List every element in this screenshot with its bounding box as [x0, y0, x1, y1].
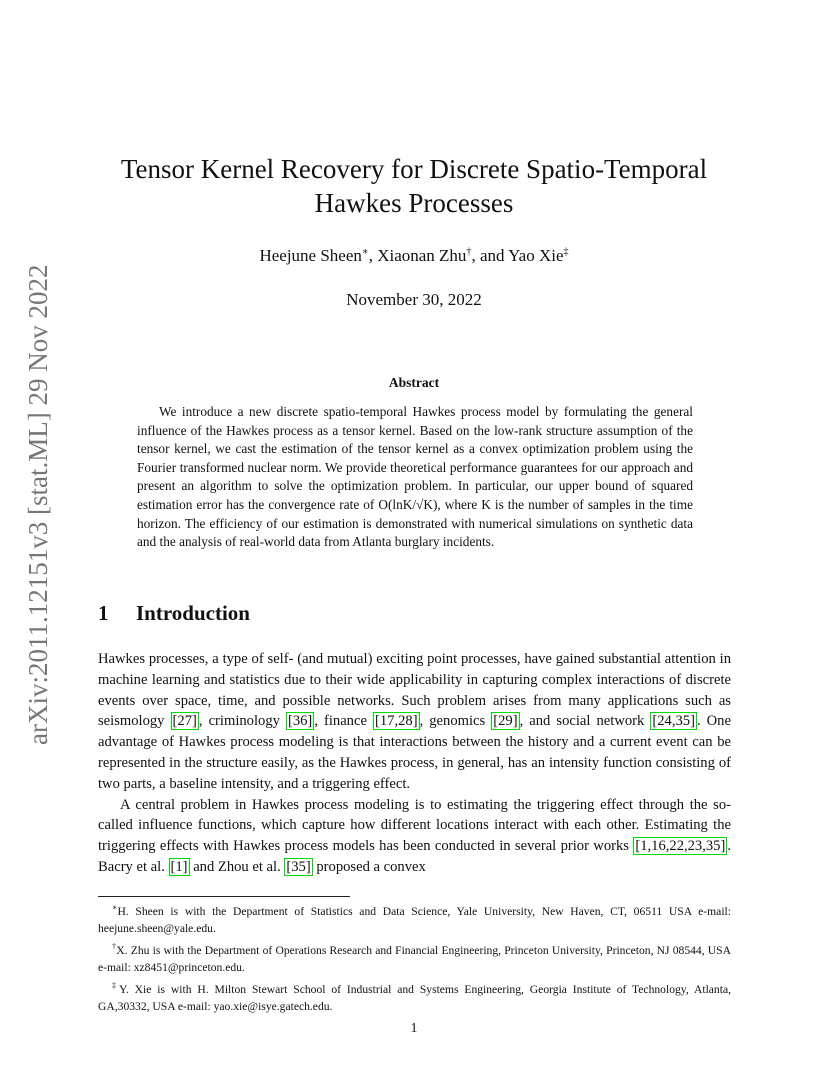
- citation-link[interactable]: [27]: [172, 713, 197, 730]
- author-mark: ‡: [563, 246, 569, 258]
- citation-link[interactable]: [35]: [286, 858, 311, 875]
- text-run: . One advantage of Hawkes process modeling is that interactions between the history and a current event can be represented in the structure easily, as the Hawkes process, in general, has an intensity function consisting of two parts, a baseline intensity, and a triggering effect.: [98, 713, 731, 792]
- paper-title: [60, 152, 768, 220]
- footnote-mark: ∗: [112, 903, 118, 912]
- footnote-text: X. Zhu is with the Department of Operations Research and Financial Engineering, Princeton University, Princeton, NJ 08544, USA e-mail: xz8451@princeton.edu.: [98, 943, 731, 975]
- text-run: A central problem in Hawkes process modeling is to estimating the triggering effect through the so-called influence functions, which capture how different locations interact with each other. Estimating the triggering effects with Hawkes process models has been conducted in several prior works: [98, 796, 731, 855]
- title-line-2: Hawkes Processes: [314, 188, 514, 218]
- text-run: proposed a convex: [312, 858, 426, 875]
- author-name: Yao Xie: [508, 246, 564, 265]
- author-conjunction: and: [479, 246, 505, 265]
- citation-link[interactable]: [36]: [287, 713, 313, 730]
- page-number: 1: [410, 1021, 418, 1036]
- author-name: Xiaonan Zhu: [377, 246, 467, 265]
- footnote: [98, 938, 731, 977]
- text-run: , genomics: [419, 713, 492, 730]
- footnote-text: H. Sheen is with the Department of Statistics and Data Science, Yale University, New Haven, CT, 06511 USA e-mail: heejune.sheen@yale.edu.: [98, 904, 731, 936]
- author-mark: ∗: [361, 246, 369, 258]
- text-run: , criminology: [198, 713, 286, 730]
- body-paragraph: [98, 649, 731, 795]
- footnotes: [98, 899, 731, 1016]
- text-run: Hawkes processes, a type of self- (and mutual) exciting point processes, have gained substantial attention in machine learning and statistics due to their wide applicability in capturing complex interactions of discrete events over space, time, and possible networks. Such problem arises from many applications such as seismology: [98, 651, 731, 730]
- text-run: , finance: [314, 713, 373, 730]
- footnote-rule: [98, 896, 350, 897]
- abstract-body: [137, 403, 693, 552]
- arxiv-identifier: arXiv:2011.12151v3 [stat.ML] 29 Nov 2022: [23, 264, 53, 745]
- introduction-body: [98, 649, 731, 878]
- citation-link[interactable]: [24,35]: [652, 713, 695, 730]
- body-paragraph: [98, 795, 731, 878]
- footnote: [98, 977, 731, 1016]
- footnote-mark: †: [112, 941, 117, 951]
- section-heading: [98, 601, 250, 626]
- abstract-paragraph: We introduce a new discrete spatio-temporal Hawkes process model by formulating the general influence of the Hawkes process as a tensor kernel. Based on the low-rank structure assumption of the tensor kernel, we cast the estimation of the tensor kernel as a convex optimization problem using the Fourier transformed nuclear norm. We provide theoretical performance guarantees for our approach and present an algorithm to solve the optimization problem. In particular, our upper bound of squared estimation error has the convergence rate of O(lnK/√K), where K is the number of samples in the time horizon. The efficiency of our estimation is demonstrated with numerical simulations on synthetic data and the analysis of real-world data from Atlanta burglary incidents.: [137, 404, 693, 550]
- text-run: and Zhou et al.: [189, 858, 285, 875]
- citation-link[interactable]: [29]: [493, 713, 518, 730]
- citation-link[interactable]: [17,28]: [375, 713, 418, 730]
- footnote-text: Y. Xie is with H. Milton Stewart School of Industrial and Systems Engineering, Georgia Institute of Technology, Atlanta, GA,30332, USA e-mail: yao.xie@isye.gatech.edu.: [98, 982, 731, 1014]
- paper-date: November 30, 2022: [346, 290, 482, 309]
- abstract-heading: Abstract: [388, 375, 440, 390]
- author-name: Heejune Sheen: [259, 246, 362, 265]
- text-run: , and social network: [519, 713, 651, 730]
- title-line-1: Tensor Kernel Recovery for Discrete Spatio-Temporal: [120, 154, 708, 184]
- author-mark: †: [466, 246, 472, 258]
- section-number: 1: [98, 601, 109, 625]
- citation-link[interactable]: [1,16,22,23,35]: [635, 838, 726, 855]
- section-title: Introduction: [136, 601, 250, 625]
- footnote-mark: ‡: [112, 980, 119, 990]
- author-separator: ,: [471, 246, 476, 265]
- citation-link[interactable]: [1]: [170, 858, 188, 875]
- author-list: [60, 246, 768, 266]
- text-run: . Bacry et al.: [98, 838, 731, 875]
- author-separator: ,: [368, 246, 373, 265]
- footnote: [98, 899, 731, 938]
